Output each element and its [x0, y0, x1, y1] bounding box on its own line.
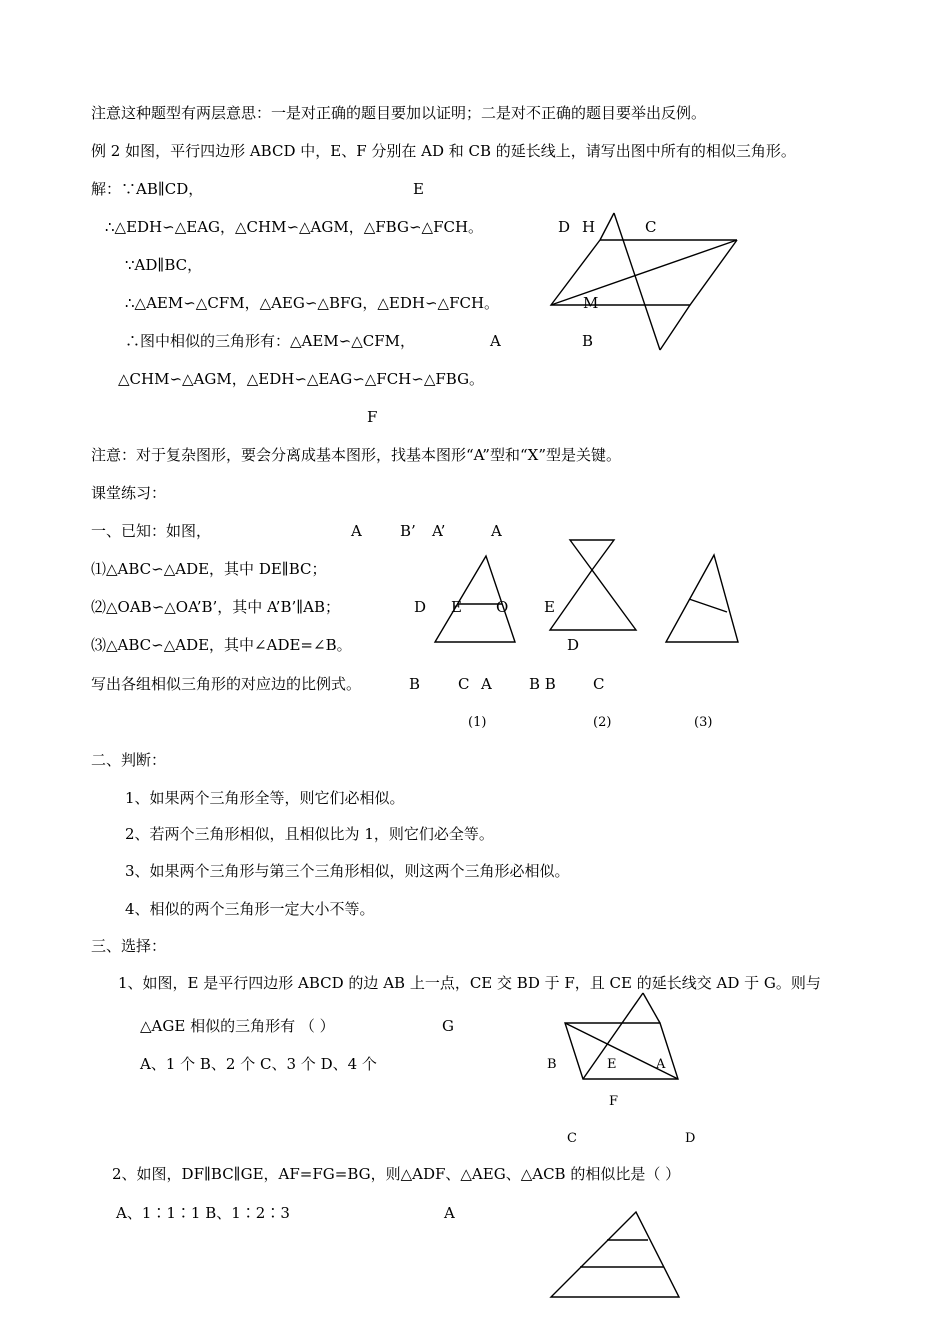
fig2-label-B1p: B’ — [400, 522, 416, 540]
fig2-label-B: B — [409, 675, 421, 693]
fig1-label-F: F — [367, 408, 378, 426]
fig1-label-A: A — [490, 332, 501, 350]
solution-line-5: ∴图中相似的三角形有：△AEM∽△CFM， — [125, 332, 416, 350]
fig1-label-D: D — [558, 218, 571, 236]
fig2-triangle-abc — [435, 556, 515, 642]
fig4-label-E: E — [607, 1057, 617, 1072]
fig2-label-BB: B B — [529, 675, 556, 693]
fig-caption-2: (2) — [593, 715, 612, 730]
intro-note: 注意这种题型有两层意思：一是对正确的题目要加以证明；二是对不正确的题目要举出反例。 — [91, 104, 707, 122]
section1-title: 一、已知：如图， — [91, 522, 212, 540]
fig2-label-E3: E — [544, 598, 555, 616]
fig1-line-ef — [614, 213, 660, 350]
fig2-label-A: A — [481, 675, 492, 693]
judge-item-2: 2、若两个三角形相似，且相似比为 1，则它们必全等。 — [125, 825, 494, 843]
fig2-line-de-3 — [689, 599, 727, 612]
fig2-triangle-3 — [666, 555, 738, 642]
fig5-label-A: A — [444, 1204, 455, 1222]
figure-parallelogram-q1 — [565, 993, 678, 1079]
fig1-line-ed — [600, 213, 614, 240]
fig2-bowtie-bottom — [550, 570, 636, 630]
fig1-label-E: E — [413, 180, 424, 198]
figure-bowtie-2 — [550, 540, 636, 630]
fig1-label-H: H — [582, 218, 596, 236]
fig4-label-G: G — [442, 1017, 454, 1035]
fig2-label-O: O — [496, 598, 509, 616]
section1-ask: 写出各组相似三角形的对应边的比例式。 — [91, 675, 362, 693]
solution-line-3: ∵AD∥BC， — [125, 256, 203, 274]
choice-q2-options: A、1∶1∶1 B、1∶2∶3 — [116, 1204, 290, 1222]
fig1-line-ac — [551, 240, 737, 305]
fig-caption-3: (3) — [694, 715, 713, 730]
fig1-label-C: C — [645, 218, 657, 236]
judge-item-4: 4、相似的两个三角形一定大小不等。 — [125, 900, 375, 918]
fig2-label-A1p: A’ — [432, 522, 446, 540]
section3-title: 三、选择： — [91, 937, 167, 955]
fig1-line-bf — [660, 305, 690, 350]
note-2: 注意：对于复杂图形，要会分离成基本图形，找基本图形“A”型和“X”型是关键。 — [91, 446, 621, 464]
judge-item-3: 3、如果两个三角形与第三个三角形相似，则这两个三角形必相似。 — [125, 862, 570, 880]
solution-line-4: ∴△AEM∽△CFM，△AEG∽△BFG，△EDH∽△FCH。 — [125, 294, 500, 312]
judge-item-1: 1、如果两个三角形全等，则它们必相似。 — [125, 789, 405, 807]
choice-q1: 1、如图，E 是平行四边形 ABCD 的边 AB 上一点，CE 交 BD 于 F，且 CE 的延长线交 AD 于 G。则与 — [118, 974, 821, 992]
choice-q1-options: A、1 个 B、2 个 C、3 个 D、4 个 — [140, 1055, 377, 1073]
example2-prompt: 例 2 如图，平行四边形 ABCD 中，E、F 分别在 AD 和 CB 的延长线上，请写出图中所有的相似三角形。 — [91, 142, 796, 160]
fig4-label-A: A — [656, 1057, 666, 1072]
fig2-label-C3: C — [593, 675, 605, 693]
fig2-label-D: D — [414, 598, 427, 616]
figure-triangle-q2 — [551, 1212, 679, 1297]
section1-item-2: ⑵△OAB∽△OA’B’，其中 A’B’∥AB； — [91, 598, 341, 616]
fig-caption-1: (1) — [468, 715, 487, 730]
fig5-triangle — [551, 1212, 679, 1297]
figure-triangle-1 — [435, 556, 515, 642]
fig2-bowtie-top — [570, 540, 614, 570]
fig4-label-B: B — [547, 1057, 557, 1072]
section1-item-3: ⑶△ABC∽△ADE，其中∠ADE=∠B。 — [91, 636, 352, 654]
fig2-label-A3: A — [491, 522, 502, 540]
fig4-line-ga — [643, 993, 660, 1023]
figure-parallelogram-extended — [551, 213, 737, 350]
solution-line-2: ∴△EDH∽△EAG，△CHM∽△AGM，△FBG∽△FCH。 — [105, 218, 484, 236]
practice-title: 课堂练习： — [91, 484, 167, 502]
choice-q1-cont: △AGE 相似的三角形有 （ ） — [140, 1017, 335, 1035]
fig2-label-A1: A — [351, 522, 362, 540]
fig2-label-E: E — [451, 598, 462, 616]
fig4-line-bd — [565, 1023, 678, 1079]
fig1-label-B: B — [582, 332, 594, 350]
section1-item-1: ⑴△ABC∽△ADE，其中 DE∥BC； — [91, 560, 327, 578]
figure-triangle-3 — [666, 555, 738, 642]
fig4-label-C: C — [567, 1131, 577, 1146]
fig1-label-M: M — [583, 294, 599, 312]
fig2-label-D3: D — [567, 636, 580, 654]
section2-title: 二、判断： — [91, 751, 167, 769]
fig4-label-D: D — [685, 1131, 696, 1146]
fig2-label-C: C — [458, 675, 470, 693]
solution-line-1: 解：∵AB∥CD， — [91, 180, 204, 198]
fig4-label-F: F — [609, 1094, 619, 1109]
solution-line-6: △CHM∽△AGM，△EDH∽△EAG∽△FCH∽△FBG。 — [118, 370, 485, 388]
choice-q2: 2、如图，DF∥BC∥GE，AF=FG=BG，则△ADF、△AEG、△ACB 的相似比是（ ） — [112, 1165, 681, 1183]
